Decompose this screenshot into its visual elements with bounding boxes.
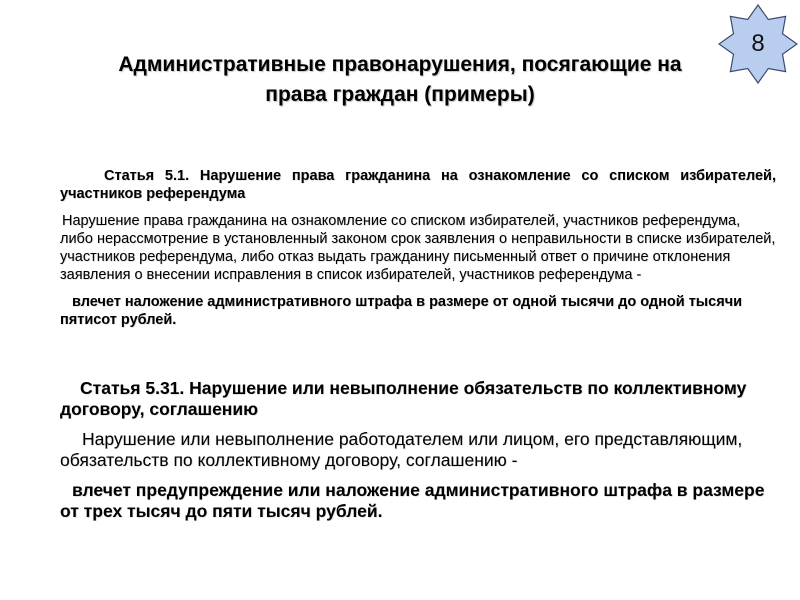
slide-title bbox=[60, 50, 740, 110]
slide-title-line-1: Административные правонарушения, посягающие на bbox=[118, 53, 682, 76]
article-5-31 bbox=[60, 378, 776, 522]
article-5-31-description: Нарушение или невыполнение работодателем или лицом, его представляющим, обязательств по коллективному договору, соглашению - bbox=[60, 429, 743, 470]
article-5-31-penalty: влечет предупреждение или наложение административного штрафа в размере от трех тысяч до пяти тысяч рублей. bbox=[60, 480, 765, 521]
slide-number: 8 bbox=[751, 30, 765, 57]
article-5-1-penalty: влечет наложение административного штрафа в размере от одной тысячи до одной тысячи пятисот рублей. bbox=[60, 294, 743, 328]
slide-title-line-2: права граждан (примеры) bbox=[265, 83, 535, 106]
article-5-31-heading: Статья 5.31. Нарушение или невыполнение обязательств по коллективному договору, соглашению bbox=[60, 378, 747, 419]
article-5-1-description: Нарушение права гражданина на ознакомление со списком избирателей, участников референдума, либо нерассмотрение в установленный законом срок заявления о неправильности в списке избирателей, участников референдума, либо отказ выдать гражданину письменный ответ о причине отклонения заявления о внесении исправления в список избирателей, участников референдума - bbox=[60, 213, 776, 283]
slide-number-badge bbox=[718, 4, 798, 84]
article-5-1-heading: Статья 5.1. Нарушение права гражданина на ознакомление со списком избирателей, участников референдума bbox=[60, 168, 776, 202]
article-5-1 bbox=[60, 167, 776, 329]
